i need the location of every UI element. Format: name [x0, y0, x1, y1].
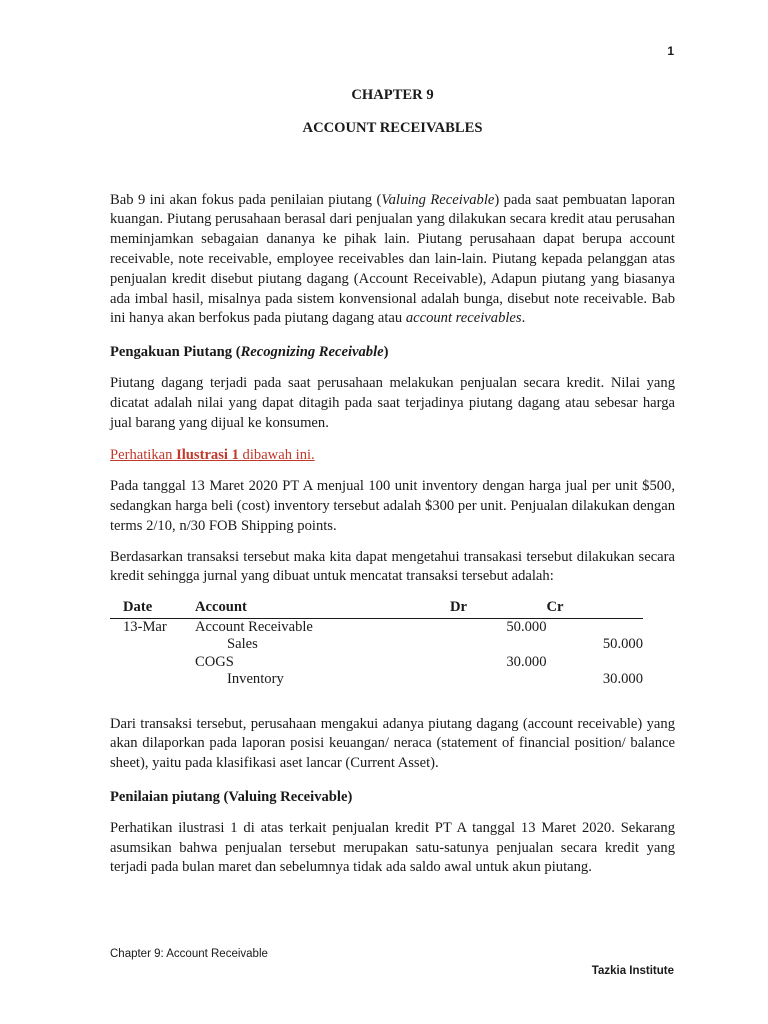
- row-dr: [450, 636, 547, 654]
- row-cr: [547, 618, 644, 636]
- section-heading-valuing: Penilaian piutang (Valuing Receivable): [110, 789, 353, 806]
- journal-header-row: [110, 599, 643, 618]
- row-date: [110, 671, 195, 689]
- intro-italic-term: Valuing Receivable: [381, 191, 495, 208]
- intro-italic-end: account receivables: [405, 310, 522, 327]
- journal-row: [110, 618, 643, 636]
- row-date: [110, 636, 195, 654]
- recognizing-paragraph: Piutang dagang terjadi pada saat perusahaan melakukan penjualan secara kredit. Nilai yang dicatat adalah nilai yang dapat ditagih pada saat terjadinya piutang dagang atau sebesar harga jual barang yang dijual ke konsumen.: [110, 374, 675, 431]
- heading1-italic: Recognizing Receivable: [240, 344, 384, 361]
- row-cr: 30.000: [602, 671, 643, 688]
- intro-paragraph: [110, 191, 675, 330]
- row-account: Inventory: [227, 671, 284, 688]
- valuing-paragraph: Perhatikan ilustrasi 1 di atas terkait penjualan kredit PT A tanggal 13 Maret 2020. Sekarang asumsikan bahwa penjualan tersebut merupakan satu-satunya penjualan secara kredit yang terjadi pada bulan maret dan sebelumnya tidak ada saldo awal untuk akun piutang.: [110, 819, 675, 876]
- row-date: 13-Mar: [123, 618, 167, 635]
- journal-intro-paragraph: Berdasarkan transaksi tersebut maka kita dapat mengetahui transakasi tersebut dilakukan secara kredit sehingga jurnal yang dibuat untuk mencatat transaksi tersebut adalah:: [110, 548, 675, 585]
- heading1-start: Pengakuan Piutang (: [110, 344, 241, 361]
- illus-before: Perhatikan: [110, 447, 177, 464]
- intro-text-start: Bab 9 ini akan fokus pada penilaian piutang (: [110, 191, 382, 208]
- chapter-title: ACCOUNT RECEIVABLES: [302, 119, 483, 136]
- row-cr: [547, 654, 644, 672]
- document-body: [110, 86, 675, 878]
- row-account: Account Receivable: [195, 618, 313, 635]
- example-paragraph: Pada tanggal 13 Maret 2020 PT A menjual 100 unit inventory dengan harga jual per unit $500, sedangkan harga beli (cost) inventory tersebut adalah $300 per unit. Penjualan dilakukan dengan terms 2/10, n/30 FOB Shipping points.: [110, 478, 675, 534]
- row-account: COGS: [195, 653, 234, 670]
- row-date: [110, 654, 195, 672]
- illus-bold: Ilustrasi 1: [176, 447, 239, 464]
- header-dr: Dr: [450, 599, 547, 618]
- chapter-number: CHAPTER 9: [351, 87, 434, 103]
- journal-row: [110, 654, 643, 672]
- header-account: Account: [195, 599, 450, 618]
- header-date: Date: [110, 599, 195, 618]
- row-dr: 50.000: [506, 618, 547, 635]
- footer-chapter: Chapter 9: Account Receivable: [110, 948, 268, 960]
- illustration-link: [110, 446, 675, 466]
- section-heading-recognizing: [110, 343, 675, 363]
- intro-text-end: .: [521, 310, 526, 327]
- row-account: Sales: [227, 636, 258, 653]
- after-journal-paragraph: Dari transaksi tersebut, perusahaan mengakui adanya piutang dagang (account receivable) yang akan dilaporkan pada laporan posisi keuangan/ neraca (statement of financial position/ balance sheet), yaitu pada klasifikasi aset lancar (Current Asset).: [110, 715, 675, 772]
- journal-table: [110, 599, 643, 689]
- row-dr: 30.000: [506, 653, 547, 670]
- footer-institution: Tazkia Institute: [591, 965, 674, 977]
- journal-row: [110, 671, 643, 689]
- header-cr: Cr: [547, 599, 644, 618]
- intro-text-main: ) pada saat pembuatan laporan kuangan. Piutang perusahaan berasal dari penjualan yang dilakukan secara kredit atau perusahan meminjamkan sebagaian dananya ke pihak lain. Piutang perusahaan dapat berupa account receivable, note receivable, employee receivables dan lain-lain. Piutang kepada pelanggan atas penjualan kredit disebut piutang dagang (Account Receivable), Adapun piutang yang biasanya ada imbal hasil, misalnya pada sistem konvensional adalah bunga, disebut note receivable. Bab ini hanya akan berfokus pada piutang dagang atau: [110, 191, 676, 327]
- row-dr: [450, 671, 547, 689]
- page-number: 1: [667, 44, 674, 58]
- heading1-end: ): [383, 344, 389, 361]
- row-cr: 50.000: [602, 636, 643, 653]
- journal-row: [110, 636, 643, 654]
- illus-after: dibawah ini.: [238, 447, 315, 464]
